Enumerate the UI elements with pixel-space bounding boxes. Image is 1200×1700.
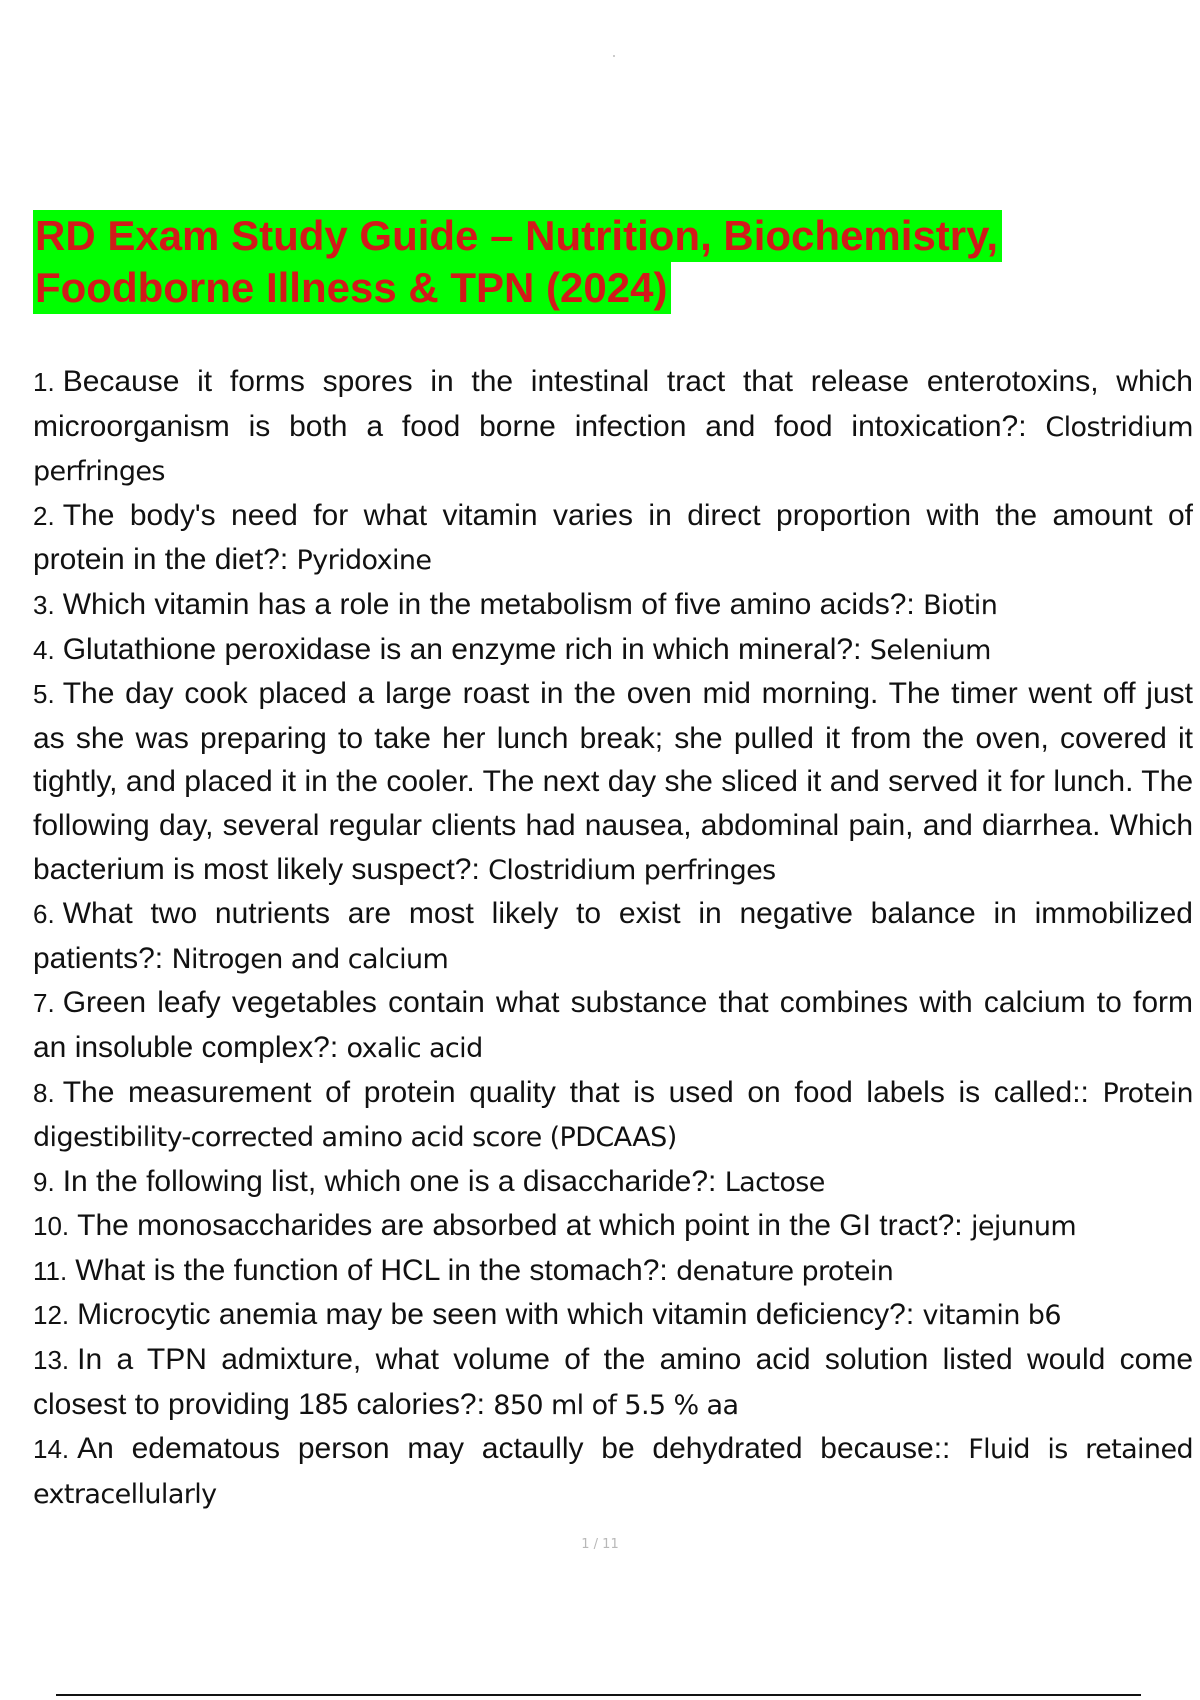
qa-question: The measurement of protein quality that is used on food labels is called::	[62, 1075, 1089, 1109]
title-line-1: RD Exam Study Guide – Nutrition, Biochemistry,	[33, 210, 1002, 262]
qa-question: In the following list, which one is a disaccharide?:	[62, 1164, 717, 1198]
qa-question: Glutathione peroxidase is an enzyme rich in which mineral?:	[62, 632, 862, 666]
qa-question: An edematous person may actaully be dehydrated because::	[77, 1432, 951, 1466]
qa-number: 13.	[33, 1345, 70, 1376]
qa-item	[33, 1293, 1193, 1338]
qa-item	[33, 360, 1193, 494]
qa-item	[33, 1071, 1193, 1160]
qa-question: The body's need for what vitamin varies in direct proportion with the amount of protein in the diet?:	[33, 498, 1193, 577]
qa-item	[33, 892, 1193, 981]
qa-item	[33, 672, 1193, 892]
qa-answer: denature protein	[676, 1255, 894, 1287]
qa-number: 3.	[33, 589, 55, 620]
qa-number: 5.	[33, 679, 55, 710]
qa-question: What is the function of HCL in the stomach?:	[75, 1253, 668, 1287]
qa-number: 14.	[33, 1434, 70, 1465]
qa-answer: Nitrogen and calcium	[171, 943, 449, 975]
qa-item	[33, 1249, 1193, 1294]
scan-artifact-dot	[613, 55, 615, 57]
qa-number: 11.	[33, 1255, 68, 1286]
qa-item	[33, 583, 1193, 628]
qa-answer: jejunum	[970, 1211, 1077, 1243]
qa-number: 12.	[33, 1300, 70, 1331]
qa-question: The monosaccharides are absorbed at which point in the GI tract?:	[77, 1209, 963, 1243]
qa-question: Which vitamin has a role in the metabolism of five amino acids?:	[62, 587, 915, 621]
qa-item	[33, 494, 1193, 583]
qa-answer: Fluid is retained extracellularly	[33, 1434, 1193, 1510]
qa-item	[33, 1338, 1193, 1427]
qa-answer: Protein digestibility-corrected amino acid score (PDCAAS)	[33, 1077, 1193, 1154]
qa-item	[33, 981, 1193, 1070]
qa-number: 1.	[33, 367, 55, 397]
qa-number: 10.	[33, 1211, 70, 1242]
qa-number: 7.	[33, 988, 55, 1019]
qa-answer: Clostridium perfringes	[488, 854, 776, 886]
qa-number: 9.	[33, 1166, 55, 1197]
question-list	[33, 360, 1193, 1516]
qa-answer: Biotin	[923, 589, 998, 621]
qa-question: The day cook placed a large roast in the oven mid morning. The timer went off just as she was preparing to take her lunch break; she pulled it from the oven, covered it tightly, and placed it in the cooler. The next day she sliced it and served it for lunch. The following day, several regular clients had nausea, abdominal pain, and diarrhea. Which bacterium is most likely suspect?:	[33, 677, 1193, 886]
qa-answer: 850 ml of 5.5 % aa	[493, 1389, 739, 1421]
title-line-2: Foodborne Illness & TPN (2024)	[33, 262, 671, 314]
qa-number: 2.	[33, 500, 55, 531]
qa-item	[33, 1204, 1193, 1249]
document-title	[33, 210, 1073, 314]
qa-answer: Clostridium perfringes	[33, 411, 1193, 488]
qa-item	[33, 628, 1193, 673]
qa-answer: oxalic acid	[346, 1032, 483, 1064]
qa-item	[33, 1427, 1193, 1516]
qa-question: What two nutrients are most likely to exist in negative balance in immobilized patients?:	[33, 897, 1193, 975]
qa-question: Because it forms spores in the intestinal tract that release enterotoxins, which microorganism is both a food borne infection and food intoxication?:	[33, 365, 1193, 443]
qa-question: Green leafy vegetables contain what substance that combines with calcium to form an insoluble complex?:	[33, 986, 1193, 1064]
qa-answer: Lactose	[724, 1166, 825, 1198]
qa-number: 4.	[33, 634, 55, 665]
qa-number: 6.	[33, 899, 55, 930]
qa-answer: Selenium	[869, 634, 991, 666]
qa-answer: vitamin b6	[922, 1300, 1061, 1332]
qa-number: 8.	[33, 1077, 55, 1108]
qa-item	[33, 1160, 1193, 1205]
bottom-divider	[56, 1694, 1141, 1696]
page-indicator: 1 / 11	[581, 1537, 619, 1552]
qa-answer: Pyridoxine	[296, 545, 432, 577]
qa-question: Microcytic anemia may be seen with which vitamin deficiency?:	[77, 1298, 915, 1332]
qa-question: In a TPN admixture, what volume of the amino acid solution listed would come closest to providing 185 calories?:	[33, 1343, 1193, 1421]
